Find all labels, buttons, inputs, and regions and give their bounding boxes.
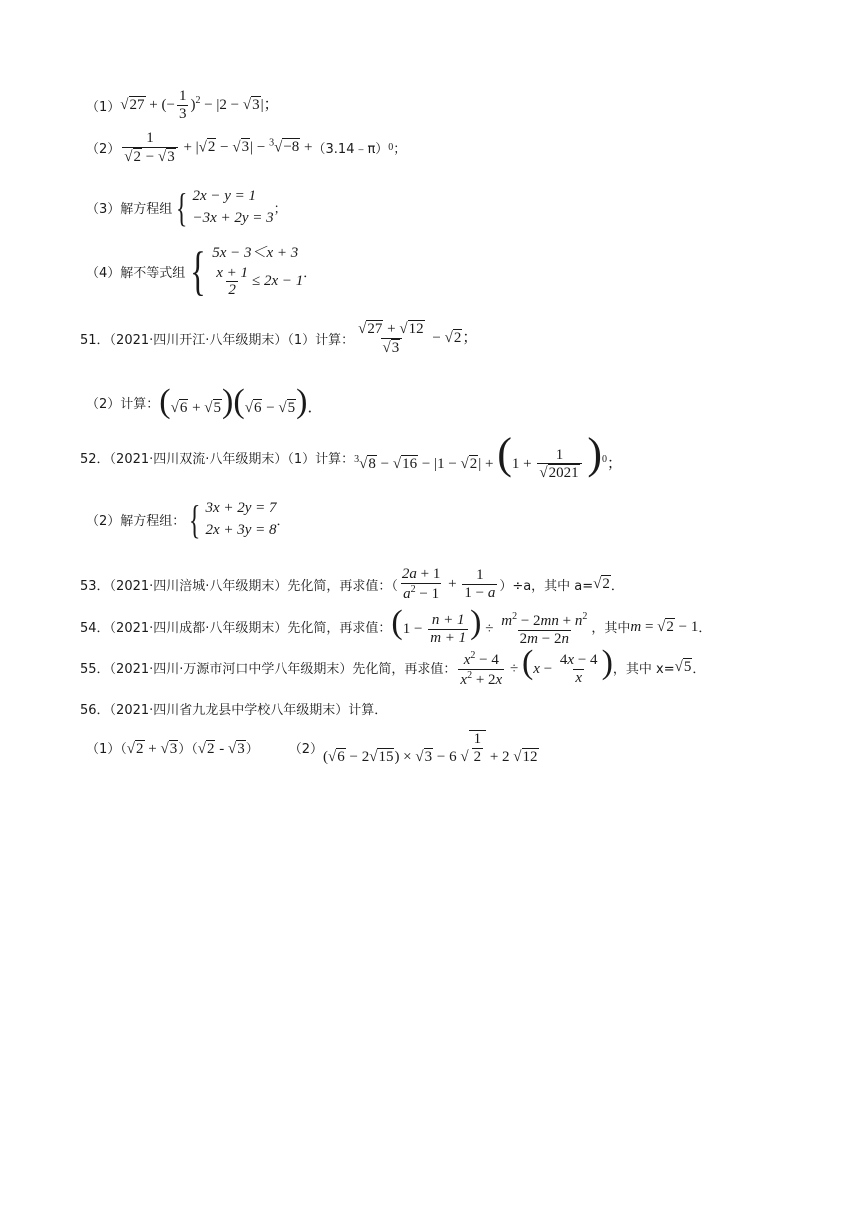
- problem-3-eq1: 2x − y = 1: [192, 188, 257, 204]
- question-53: 53．（2021·四川涪城·八年级期末）先化简，再求值：（ $\frac{2a + 1}{a^2 - 1}$ + $\frac{1}{1 - a}$ ）÷a，其中 a= √2 ．: [80, 566, 624, 602]
- question-51: [80, 320, 477, 357]
- question-54-expression: (1 − $\frac{n + 1}{m + 1}$ ) ÷ $\frac{m^2 - 2mn + n^2}{2m - 2n}$: [391, 604, 588, 647]
- problem-4-system: 5x − 3＜x + 3 $\frac{x + 1}{2}$ ≤ 2x − 1: [212, 245, 304, 299]
- question-52-year: 2021: [548, 465, 579, 482]
- problem-1-label: （1）: [86, 99, 121, 115]
- question-53-label: 53．（2021·四川涪城·八年级期末）先化简，再求值：（: [80, 578, 398, 594]
- question-56-parts: [86, 730, 539, 766]
- question-55-expression: $\frac{x^2 - 4}{x^2 + 2x}$ ÷ (x − $\frac{4x - 4}{x}$ ): [460, 644, 613, 688]
- question-52-part2-label: （2）解方程组：: [86, 514, 186, 530]
- problem-3-eq2: −3x + 2y = 3: [192, 209, 274, 226]
- question-51-part2-label: （2）计算：: [86, 396, 160, 412]
- question-52-eq2: 2x + 3y = 8: [205, 521, 277, 538]
- left-brace-icon: {: [190, 241, 207, 302]
- question-52-system: [205, 498, 276, 542]
- left-brace-icon: {: [176, 184, 188, 230]
- question-52-expression: $^3$√8 − √16 − |1 − √2| + (1 + $\frac{1}{√2021}$ )$^0$；: [354, 429, 623, 482]
- problem-3-label: （3）解方程组: [86, 202, 173, 218]
- question-54-label: 54．（2021·四川成都·八年级期末）先化简，再求值：: [80, 621, 392, 637]
- problem-1-expression: √27 + (− $\frac{1}{3}$ )$^2$ − |2 − √3|；: [120, 88, 279, 122]
- question-54-end: ．: [698, 621, 712, 637]
- problem-2-pi-exponent: 0: [388, 142, 394, 154]
- question-53-expression: $\frac{2a + 1}{a^2 - 1}$ + $\frac{1}{1 - a}$: [401, 566, 496, 602]
- problem-4-eq1: 5x − 3＜x + 3: [212, 245, 299, 261]
- problem-4: （4）解不等式组 { 5x − 3＜x + 3 $\frac{x + 1}{2}$ ≤ 2x − 1 ．: [86, 241, 317, 302]
- question-51-expression: $\frac{√27 + √12}{√3}$ − √2；: [358, 321, 478, 356]
- question-56: [80, 699, 387, 718]
- question-51-label: 51．（2021·四川开江·八年级期末）（1）计算：: [80, 332, 355, 348]
- problem-1: [86, 88, 279, 123]
- question-52: [80, 429, 623, 482]
- question-52-eq1: 3x + 2y = 7: [205, 500, 277, 516]
- question-51-part-2: [86, 385, 322, 419]
- problem-4-label: （4）解不等式组: [86, 265, 186, 281]
- problem-2-label: （2）: [86, 142, 121, 158]
- question-56-label: 56．（2021·四川省九龙县中学校八年级期末）计算．: [80, 703, 388, 718]
- problem-2-expression: $\frac{1}{√2 - √3}$ + |√2 − √3| − $^3$√−8 +: [124, 130, 313, 165]
- problem-2-pi-term: （3.14﹣π）: [312, 142, 389, 158]
- problem-3-system: [192, 186, 273, 230]
- question-55: 55．（2021·四川·万源市河口中学八年级期末）先化简，再求值： $\frac{x^2 - 4}{x^2 + 2x}$ ÷ (x − $\frac{4x - 4}{x}$ ) ，其中 x= √5 ．: [80, 644, 706, 688]
- question-54: 54．（2021·四川成都·八年级期末）先化简，再求值： (1 − $\frac{n + 1}{m + 1}$ ) ÷ $\frac{m^2 - 2mn + n^2}{2m - 2n}$ ，其中 m = √2 − 1 ．: [80, 604, 712, 647]
- question-55-label: 55．（2021·四川·万源市河口中学八年级期末）先化简，再求值：: [80, 661, 457, 677]
- problem-2: （2） $\frac{1}{√2 - √3}$ + |√2 − √3| − $^3$√−8 + （3.14﹣π） 0 ；: [86, 130, 407, 165]
- question-53-end: ．: [610, 578, 624, 594]
- left-brace-icon: {: [189, 496, 201, 542]
- question-56-part1-label: （1）（: [86, 742, 127, 758]
- question-52-part-2: （2）解方程组： { 3x + 2y = 7 2x + 3y = 8 ．: [86, 496, 290, 542]
- question-53-mid: ）÷a，其中 a=: [499, 578, 594, 594]
- question-56-part2-expression: (√6 − 2√15) × √3 − 6 √ $\frac{1}{2}$ + 2 √12: [323, 731, 538, 765]
- question-51-part2-expression: (√6 + √5)(√6 − √5)．: [159, 383, 323, 420]
- question-55-end: ．: [692, 661, 706, 677]
- problem-3: （3）解方程组 { 2x − y = 1 −3x + 2y = 3 ；: [86, 184, 287, 230]
- question-56-part2-label: （2）: [288, 742, 323, 758]
- question-56-part1-expression: √2 + √3）（√2 - √3）: [126, 740, 259, 757]
- question-54-cond: ，其中: [591, 621, 631, 637]
- problem-4-eq2-rhs: ≤ 2x − 1: [251, 273, 304, 290]
- question-55-cond: ，其中 x=: [612, 661, 675, 677]
- question-52-label: 52．（2021·四川双流·八年级期末）（1）计算：: [80, 451, 355, 467]
